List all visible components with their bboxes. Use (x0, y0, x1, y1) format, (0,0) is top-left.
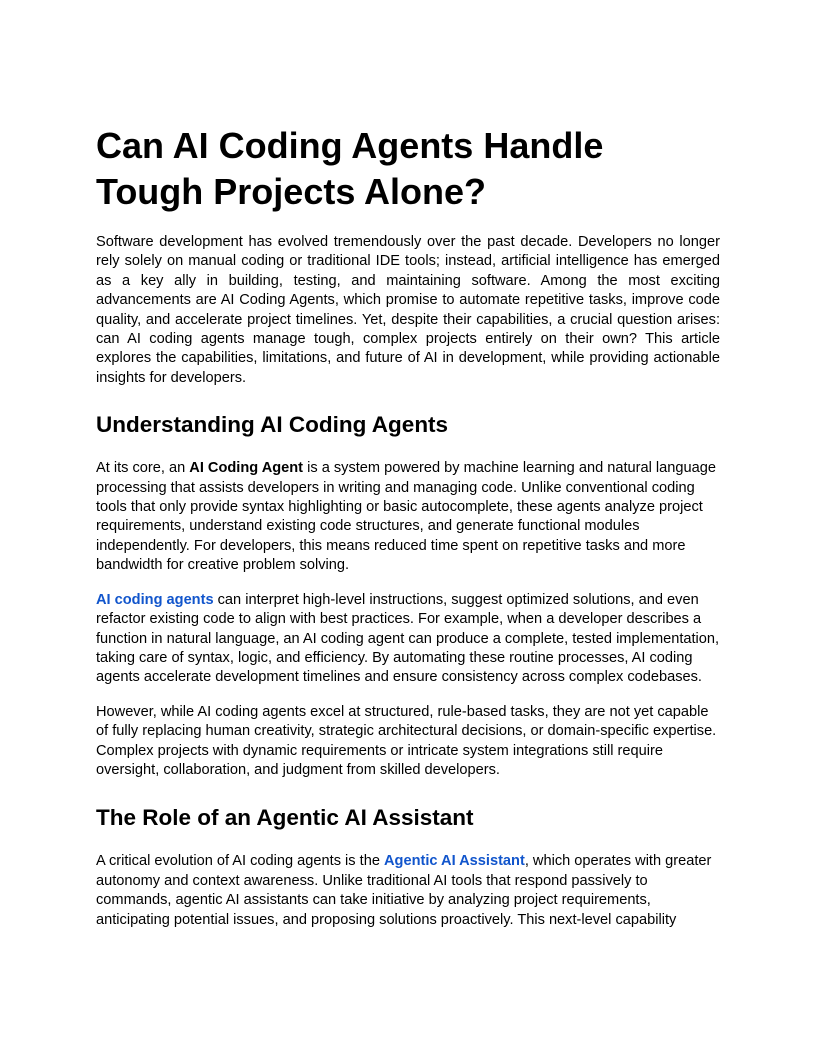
paragraph-text: A critical evolution of AI coding agents is the (96, 853, 384, 870)
link-ai-coding-agents[interactable]: AI coding agents (96, 591, 214, 608)
section-heading-understanding: Understanding AI Coding Agents (96, 412, 449, 438)
intro-paragraph: Software development has evolved tremendously over the past decade. Developers no longer rely solely on manual coding or traditional IDE tools; instead, artificial intelligence has emerged as a key ally in building, testing, and maintaining software. Among the most exciting advancements are AI Coding Agents, which promise to automate repetitive tasks, improve code quality, and accelerate project timelines. Yet, despite their capabilities, a crucial question arises: can AI coding agents manage tough, complex projects entirely on their own? This article explores the capabilities, limitations, and future of AI in development, while providing actionable insights for developers. (96, 234, 720, 386)
paragraph-text: , which operates with greater autonomy and context awareness. Unlike traditional AI tools that respond passively to commands, agentic AI assistants can take initiative by analyzing project requirements, anticipating potential issues, and proposing solutions proactively. This next-level capability (96, 853, 712, 928)
paragraph-agentic-assistant (96, 852, 720, 930)
paragraph-text: is a system powered by machine learning and natural language processing that assists developers in writing and managing code. Unlike conventional coding tools that only provide syntax highlighting or basic autocomplete, these agents analyze project requirements, understand existing code structures, and generate functional modules independently. For developers, this means reduced time spent on repetitive tasks and more bandwidth for creative problem solving. (96, 460, 716, 574)
link-agentic-ai-assistant[interactable]: Agentic AI Assistant (384, 853, 525, 870)
section-heading-agentic-assistant: The Role of an Agentic AI Assistant (96, 805, 474, 831)
paragraph-text: can interpret high-level instructions, suggest optimized solutions, and even refactor existing code to align with best practices. For example, when a developer describes a function in natural language, an AI coding agent can produce a complete, tested implementation, taking care of syntax, logic, and efficiency. By automating these routine processes, AI coding agents accelerate development timelines and ensure consistency across complex codebases. (96, 591, 720, 686)
paragraph-limitations: However, while AI coding agents excel at structured, rule-based tasks, they are not yet capable of fully replacing human creativity, strategic architectural decisions, or domain-specific expertise. Complex projects with dynamic requirements or intricate system integrations still require oversight, collaboration, and judgment from skilled developers. (96, 703, 717, 778)
document-page (96, 123, 720, 930)
article-title: Can AI Coding Agents Handle Tough Projects Alone? (96, 125, 604, 212)
paragraph-core-definition (96, 459, 720, 575)
bold-term-ai-coding-agent: AI Coding Agent (189, 460, 304, 477)
paragraph-capabilities (96, 591, 720, 688)
paragraph-text: At its core, an (96, 460, 190, 477)
